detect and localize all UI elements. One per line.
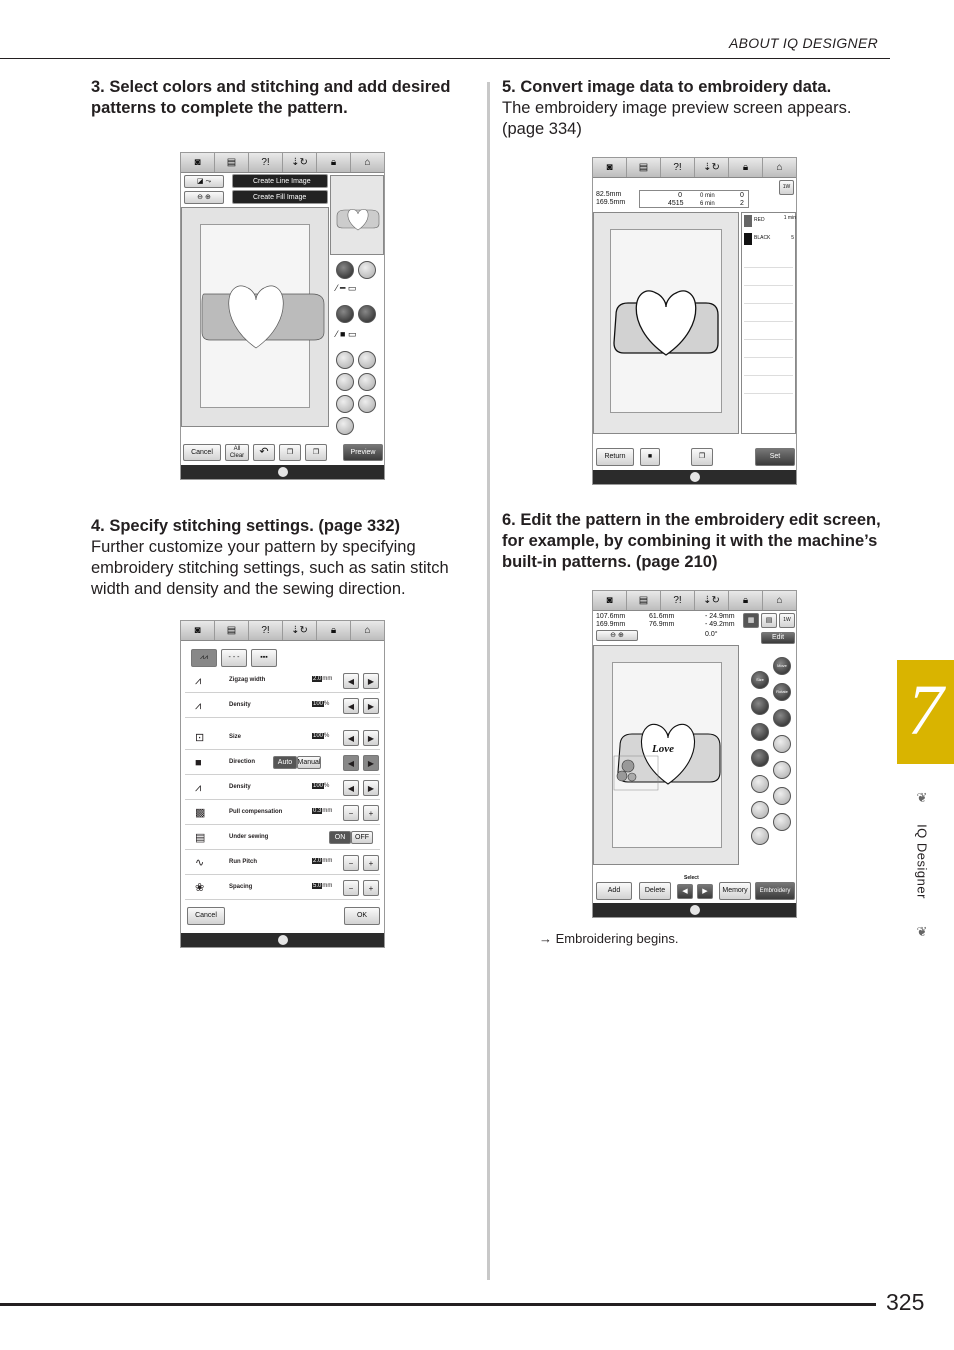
select-previous-icon[interactable]: ◀	[677, 884, 693, 899]
ornament-icon: ❦	[916, 924, 928, 939]
decrease-arrow-icon[interactable]: ◀	[343, 780, 359, 796]
chapter-tab	[897, 660, 954, 764]
line-color-icon[interactable]: ⁄ ━ ▭	[336, 283, 357, 293]
thumbnail-heart	[331, 176, 385, 256]
step-3-title: 3. Select colors and stitching and add desired patterns to complete the pattern.	[91, 78, 451, 117]
plus-icon[interactable]: +	[363, 805, 379, 821]
decrease-arrow-icon[interactable]: ◀	[343, 698, 359, 714]
cancel-button[interactable]: Cancel	[183, 444, 221, 461]
under-sewing-on-button[interactable]: ON	[329, 831, 351, 844]
step-4	[91, 516, 466, 600]
document-icon[interactable]: ▤	[627, 158, 661, 177]
brush-tool-icon[interactable]	[336, 261, 354, 279]
home-icon[interactable]: ⌂	[364, 157, 371, 168]
scissors-icon[interactable]	[358, 373, 376, 391]
stitch-icon[interactable]	[751, 801, 769, 819]
increase-arrow-icon[interactable]: ▶	[363, 698, 379, 714]
document-icon[interactable]: ▤	[215, 153, 249, 172]
embroidery-button[interactable]: Embroidery	[755, 882, 795, 900]
screen-embroidery-edit	[592, 590, 797, 918]
rotation-angle: 0.0°	[705, 631, 718, 638]
result-note: → Embroidering begins.	[539, 931, 679, 946]
move-icon[interactable]	[336, 395, 354, 413]
needle-icon[interactable]: ⇣↻	[695, 591, 729, 610]
top-toolbar	[181, 153, 384, 173]
region-fill-icon[interactable]	[358, 305, 376, 323]
group-icon[interactable]	[751, 697, 769, 715]
magnify-icon[interactable]	[336, 417, 354, 435]
header-rule	[0, 58, 890, 59]
under-sewing-off-button[interactable]: OFF	[351, 831, 373, 844]
color-name: BLACK	[754, 235, 771, 241]
bottom-bar	[593, 903, 796, 917]
embroidery-heart	[594, 213, 740, 435]
zoom-icon[interactable]: 1W	[779, 180, 794, 195]
color-index: 0	[740, 192, 744, 199]
pattern-offset: - 24.9mm - 49.2mm	[705, 613, 735, 628]
decrease-arrow-icon[interactable]: ◀	[343, 673, 359, 689]
setting-row: ∿ Run Pitch 2.0mm − +	[185, 851, 380, 875]
chevron-down-icon[interactable]	[690, 472, 700, 482]
preview-canvas	[593, 212, 739, 434]
save-icon[interactable]: ❐	[279, 444, 301, 461]
time-elapsed: 0 min	[700, 193, 715, 199]
needle-icon[interactable]: ⇣↻	[283, 621, 317, 640]
density-icon: ⩘	[195, 782, 202, 794]
save-icon[interactable]: ❐	[691, 448, 713, 466]
array-icon[interactable]	[773, 709, 791, 727]
top-toolbar	[593, 158, 796, 178]
fill-tool-icon[interactable]	[358, 261, 376, 279]
applique-icon[interactable]	[751, 775, 769, 793]
pattern-size: 107.6mm 169.9mm	[596, 613, 626, 628]
text-icon[interactable]	[773, 813, 791, 831]
select-label: Select	[684, 875, 699, 881]
setting-row: ⩘ Density 100% ◀ ▶	[185, 694, 380, 718]
size-icon[interactable]: Size	[751, 671, 769, 689]
step-6	[502, 510, 887, 573]
stamp-icon[interactable]	[358, 351, 376, 369]
info-panel	[639, 190, 749, 208]
home-icon[interactable]: ⌂	[776, 595, 783, 606]
chevron-down-icon[interactable]	[690, 905, 700, 915]
preview-button[interactable]: Preview	[343, 444, 383, 461]
layout-icon[interactable]: ▦	[743, 613, 759, 628]
region-color-icon[interactable]: ⁄ ■ ▭	[336, 329, 357, 339]
ok-button[interactable]: OK	[344, 907, 380, 925]
home-icon[interactable]: ⌂	[364, 625, 371, 636]
rotate-icon[interactable]	[358, 395, 376, 413]
ornament-icon: ❦	[916, 790, 928, 805]
help-icon[interactable]: ?!	[249, 621, 283, 640]
setting-row: ▩ Pull compensation 0.3mm − +	[185, 801, 380, 825]
pattern-position: 61.6mm 76.9mm	[649, 613, 675, 628]
zoom-icon[interactable]: 1W	[779, 613, 795, 628]
direction-auto-button[interactable]: Auto	[273, 756, 297, 769]
setting-row: ⊡ Size 100% ◀ ▶	[185, 726, 380, 750]
page-number: 325	[886, 1289, 925, 1315]
region-brush-icon[interactable]	[336, 305, 354, 323]
help-icon[interactable]: ?!	[661, 591, 695, 610]
edit-button[interactable]: Edit	[761, 632, 795, 644]
screen-embroidery-preview	[592, 157, 797, 485]
step-5-body: The embroidery image preview screen appears. (page 334)	[502, 99, 852, 138]
setting-row: ❀ Spacing 5.0mm − +	[185, 876, 380, 900]
chapter-side-label	[912, 790, 932, 940]
size-icon: ⊡	[195, 732, 205, 744]
minus-icon[interactable]: −	[343, 880, 359, 896]
bottom-bar	[181, 465, 384, 479]
increase-arrow-icon[interactable]: ▶	[363, 755, 379, 771]
select-icon[interactable]	[336, 373, 354, 391]
select-next-icon[interactable]: ▶	[697, 884, 713, 899]
screen-draw-pattern	[180, 152, 385, 480]
plus-icon[interactable]: +	[363, 855, 379, 871]
decrease-arrow-icon[interactable]: ◀	[343, 730, 359, 746]
document-icon[interactable]: ▤	[215, 621, 249, 640]
under-sewing-icon: ▤	[195, 832, 206, 844]
combined-pattern	[594, 646, 740, 866]
step-5	[502, 77, 882, 140]
plus-icon[interactable]: +	[363, 880, 379, 896]
redo-icon[interactable]: ❐	[305, 444, 327, 461]
step-6-title: 6. Edit the pattern in the embroidery edit screen, for example, by combining it with the machine’s built-in patterns. (page 210)	[502, 511, 881, 571]
zoom-controls[interactable]: ⊖ ⊕	[596, 630, 638, 641]
color-list: RED 1 min BLACK 5	[741, 212, 796, 434]
step-5-title: 5. Convert image data to embroidery data.	[502, 78, 832, 96]
rotate-icon[interactable]: Rotate	[773, 683, 791, 701]
edit-tool-palette	[743, 651, 797, 873]
return-button[interactable]: Return	[596, 448, 634, 466]
footer-rule	[0, 1303, 876, 1306]
screen-stitch-settings	[180, 620, 385, 948]
scan-button[interactable]: ◪ ⤳	[184, 175, 224, 188]
move-icon[interactable]: Move	[773, 657, 791, 675]
camera-icon[interactable]: ◙	[181, 621, 215, 640]
help-icon[interactable]: ?!	[661, 158, 695, 177]
running-tab-icon[interactable]: - - -	[221, 649, 247, 667]
lock-icon[interactable]: 🔒︎	[317, 153, 351, 172]
time-total: 6 min	[700, 201, 715, 207]
memory-button[interactable]: Memory	[719, 882, 751, 900]
undo-icon[interactable]: ↶	[253, 444, 275, 461]
step-3	[91, 77, 461, 119]
color-swatch	[744, 215, 752, 227]
zigzag-icon: ⩘	[195, 675, 202, 687]
zigzag-tab-icon[interactable]: ⩘⩘	[191, 649, 217, 667]
mirror-icon[interactable]	[751, 723, 769, 741]
setting-row: ⩘ Density 100% ◀ ▶	[185, 776, 380, 800]
add-button[interactable]: Add	[596, 882, 632, 900]
create-line-image-button[interactable]: Create Line Image	[232, 174, 328, 188]
pull-compensation-icon: ▩	[195, 807, 206, 819]
column-divider	[487, 82, 490, 1280]
setting-row: ▤ Under sewing ON OFF	[185, 826, 380, 850]
direction-icon: ■	[195, 757, 202, 769]
direction-manual-button[interactable]: Manual	[297, 756, 321, 769]
color-swatch	[744, 233, 752, 245]
tool-palette	[330, 257, 384, 441]
minus-icon[interactable]: −	[343, 855, 359, 871]
setting-row: ■ Direction Auto Manual ◀ ▶	[185, 751, 380, 775]
document-icon[interactable]: ▤	[627, 591, 661, 610]
pattern-size: 82.5mm 169.5mm	[596, 191, 626, 206]
stitch-count: 0	[678, 192, 682, 199]
lock-icon[interactable]: 🔒︎	[729, 158, 763, 177]
pattern-thumbnail	[330, 175, 384, 255]
running-header: ABOUT IQ DESIGNER	[728, 35, 878, 51]
help-icon[interactable]: ?!	[249, 153, 283, 172]
color-icon[interactable]	[773, 761, 791, 779]
frame-icon[interactable]	[751, 827, 769, 845]
density-icon[interactable]	[751, 749, 769, 767]
increase-arrow-icon[interactable]: ▶	[363, 780, 379, 796]
chapter-label: IQ Designer	[914, 824, 930, 899]
home-icon[interactable]: ⌂	[776, 162, 783, 173]
chapter-number: 7	[907, 670, 944, 750]
decrease-arrow-icon[interactable]: ◀	[343, 755, 359, 771]
set-button[interactable]: Set	[755, 448, 795, 466]
increase-arrow-icon[interactable]: ▶	[363, 673, 379, 689]
drawing-canvas[interactable]	[181, 207, 329, 427]
stitch-total: 4515	[668, 200, 684, 207]
needle-icon[interactable]: ⇣↻	[695, 158, 729, 177]
top-toolbar	[181, 621, 384, 641]
top-toolbar	[593, 591, 796, 611]
border-icon[interactable]	[773, 735, 791, 753]
step-4-title: 4. Specify stitching settings. (page 332)	[91, 517, 400, 535]
lock-icon[interactable]: 🔒︎	[317, 621, 351, 640]
color-icon[interactable]: ■	[640, 448, 660, 466]
step-4-body: Further customize your pattern by specifying embroidery stitching settings, such as satin stitch width and density and the sewing direction.	[91, 538, 449, 598]
density-icon: ⩘	[195, 700, 202, 712]
create-fill-image-button[interactable]: Create Fill Image	[232, 190, 328, 204]
cancel-button[interactable]: Cancel	[187, 907, 225, 925]
bottom-bar	[181, 933, 384, 947]
memory-icon[interactable]: ▤	[761, 613, 777, 628]
lock-icon[interactable]: 🔒︎	[729, 591, 763, 610]
fill-tab-icon[interactable]: ▪▪▪	[251, 649, 277, 667]
run-pitch-icon: ∿	[195, 857, 205, 869]
zoom-controls[interactable]: ⊖ ⊕	[184, 191, 224, 204]
increase-arrow-icon[interactable]: ▶	[363, 730, 379, 746]
chevron-down-icon[interactable]	[278, 935, 288, 945]
spacing-icon: ❀	[195, 882, 205, 894]
setting-row: ⩘ Zigzag width 2.0mm ◀ ▶	[185, 669, 380, 693]
chevron-down-icon[interactable]	[278, 467, 288, 477]
heart-pattern	[182, 208, 330, 428]
needle-icon[interactable]: ⇣↻	[283, 153, 317, 172]
all-clear-button[interactable]: All Clear	[225, 444, 249, 461]
camera-icon[interactable]: ◙	[593, 591, 627, 610]
edit-canvas	[593, 645, 739, 865]
duplicate-icon[interactable]	[773, 787, 791, 805]
delete-button[interactable]: Delete	[639, 882, 671, 900]
minus-icon[interactable]: −	[343, 805, 359, 821]
bottom-bar	[593, 470, 796, 484]
camera-icon[interactable]: ◙	[593, 158, 627, 177]
color-name: RED	[754, 217, 765, 223]
color-total: 2	[740, 200, 744, 207]
eraser-icon[interactable]	[336, 351, 354, 369]
camera-icon[interactable]: ◙	[181, 153, 215, 172]
love-text: Love	[652, 743, 674, 755]
